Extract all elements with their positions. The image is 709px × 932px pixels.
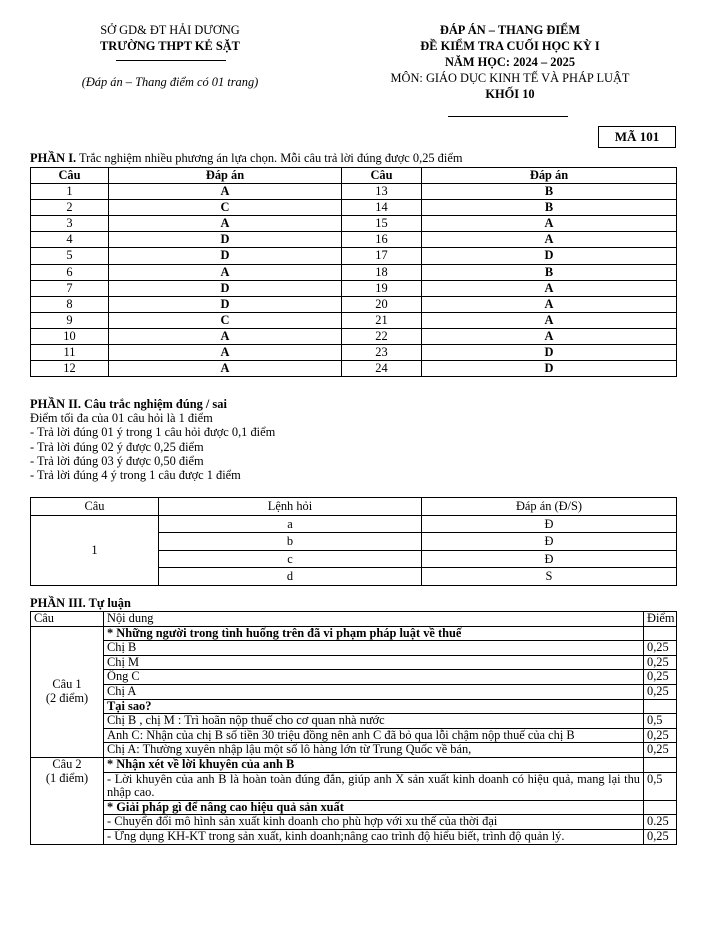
content-cell: * Những người trong tình huống trên đã vi phạm pháp luật về thuế <box>104 626 644 641</box>
part2-rule: - Trả lời đúng 4 ý trong 1 câu được 1 điểm <box>30 468 241 483</box>
answer-cell: Đ <box>422 515 677 533</box>
points-cell: 0,25 <box>644 743 677 758</box>
answer-cell: B <box>422 184 677 200</box>
table-row <box>31 670 677 685</box>
points-cell <box>644 800 677 815</box>
part2-rule: - Trả lời đúng 01 ý trong 1 câu hỏi được 0,1 điểm <box>30 425 276 440</box>
table-row <box>31 328 677 344</box>
content-cell: Chị M <box>104 655 644 670</box>
part2-rule: Điểm tối đa của 01 câu hỏi là 1 điểm <box>30 411 213 426</box>
answer-cell: A <box>109 264 342 280</box>
content-cell: Ông C <box>104 670 644 685</box>
header-right <box>330 22 690 102</box>
column-header: Nội dung <box>104 612 644 627</box>
question-number: 23 <box>342 345 422 361</box>
table-row <box>31 312 677 328</box>
content-cell: - Chuyển đổi mô hình sản xuất kinh doanh cho phù hợp với xu thế của thời đại <box>104 815 644 830</box>
points-cell: 0,5 <box>644 714 677 729</box>
table-row <box>31 714 677 729</box>
answer-cell: D <box>422 248 677 264</box>
command-cell: b <box>159 533 422 551</box>
part1-heading <box>30 151 462 166</box>
answer-cell: D <box>422 345 677 361</box>
column-header: Đáp án (Đ/S) <box>422 498 677 516</box>
question-label-cell <box>31 626 104 757</box>
table-row <box>31 264 677 280</box>
table-row <box>31 772 677 800</box>
content-cell: Chị A <box>104 684 644 699</box>
answer-cell: D <box>422 361 677 377</box>
subject-name: MÔN: GIÁO DỤC KINH TẾ VÀ PHÁP LUẬT <box>390 71 630 85</box>
part2-heading: PHẦN II. Câu trắc nghiệm đúng / sai <box>30 397 227 411</box>
part1-heading-label: PHẦN I. <box>30 151 77 165</box>
question-number: 24 <box>342 361 422 377</box>
question-number: 14 <box>342 200 422 216</box>
table-row <box>31 216 677 232</box>
part2-rule: - Trả lời đúng 03 ý được 0,50 điểm <box>30 453 204 468</box>
part3-heading: PHẦN III. Tự luận <box>30 596 131 610</box>
grade-underline <box>448 116 568 117</box>
content-cell: Chị A: Thường xuyên nhập lậu một số lô hàng lớn từ Trung Quốc về bán, <box>104 743 644 758</box>
part3-answer-table <box>30 611 677 845</box>
table-row <box>31 699 677 714</box>
answer-cell: A <box>422 280 677 296</box>
table-row <box>31 248 677 264</box>
school-year: NĂM HỌC: 2024 – 2025 <box>444 55 576 69</box>
question-number: 16 <box>342 232 422 248</box>
table-row <box>31 184 677 200</box>
table-row <box>31 684 677 699</box>
points-cell <box>644 699 677 714</box>
column-header: Đáp án <box>109 168 342 184</box>
content-cell: Chị B <box>104 641 644 656</box>
table-header-row <box>31 168 677 184</box>
table-row <box>31 757 677 772</box>
question-number: 12 <box>31 361 109 377</box>
table-row <box>31 641 677 656</box>
content-cell: * Nhận xét về lời khuyên của anh B <box>104 757 644 772</box>
column-header: Lệnh hỏi <box>159 498 422 516</box>
table-row <box>31 515 677 533</box>
question-number: 22 <box>342 328 422 344</box>
command-cell: a <box>159 515 422 533</box>
column-header: Câu <box>342 168 422 184</box>
points-cell: 0,25 <box>644 670 677 685</box>
table-row <box>31 296 677 312</box>
question-number: 18 <box>342 264 422 280</box>
school-name: TRƯỜNG THPT KẺ SẶT <box>100 39 240 53</box>
column-header: Đáp án <box>422 168 677 184</box>
answer-cell: B <box>422 264 677 280</box>
part2-answer-table <box>30 497 677 586</box>
answer-cell: D <box>109 248 342 264</box>
question-number: 20 <box>342 296 422 312</box>
question-number: 1 <box>31 184 109 200</box>
header-left <box>20 22 320 90</box>
answer-cell: A <box>422 296 677 312</box>
points-cell: 0,25 <box>644 641 677 656</box>
table-row <box>31 655 677 670</box>
question-label: Câu 2 <box>52 756 82 771</box>
question-number: 13 <box>342 184 422 200</box>
page-count-note: (Đáp án – Thang điểm có 01 trang) <box>81 75 259 89</box>
question-number: 19 <box>342 280 422 296</box>
column-header: Câu <box>31 168 109 184</box>
answer-cell: D <box>109 232 342 248</box>
answer-cell: A <box>109 328 342 344</box>
part1-answer-table <box>30 167 677 377</box>
question-number: 5 <box>31 248 109 264</box>
table-row <box>31 626 677 641</box>
points-cell: 0,25 <box>644 728 677 743</box>
column-header: Câu <box>31 612 104 627</box>
table-row <box>31 232 677 248</box>
points-cell: 0.25 <box>644 815 677 830</box>
column-header: Câu <box>31 498 159 516</box>
points-cell: 0,25 <box>644 829 677 844</box>
table-row <box>31 361 677 377</box>
answer-cell: D <box>109 296 342 312</box>
content-cell: Anh C: Nhận của chị B số tiền 30 triệu đồng nên anh C đã bỏ qua lỗi chậm nộp thuế của chị B <box>104 728 644 743</box>
table-row <box>31 728 677 743</box>
part2-section <box>30 397 275 482</box>
question-number: 3 <box>31 216 109 232</box>
question-number: 17 <box>342 248 422 264</box>
exam-name: ĐỀ KIỂM TRA CUỐI HỌC KỲ I <box>420 39 600 53</box>
points-cell <box>644 626 677 641</box>
question-number: 8 <box>31 296 109 312</box>
table-row <box>31 280 677 296</box>
answer-cell: C <box>109 200 342 216</box>
answer-cell: A <box>109 361 342 377</box>
content-cell: - Ứng dụng KH-KT trong sản xuất, kinh doanh;nâng cao trình độ hiểu biết, trình độ quản lý. <box>104 829 644 844</box>
table-row <box>31 815 677 830</box>
part1-heading-text: Trắc nghiệm nhiều phương án lựa chọn. Mỗi câu trả lời đúng được 0,25 điểm <box>76 151 463 165</box>
question-label: Câu 1 <box>52 677 82 692</box>
table-row <box>31 345 677 361</box>
content-cell: * Giải pháp gì để nâng cao hiệu quả sản xuất <box>104 800 644 815</box>
question-number: 2 <box>31 200 109 216</box>
question-points-label: (2 điểm) <box>45 690 89 705</box>
question-number: 15 <box>342 216 422 232</box>
grade-label: KHỐI 10 <box>485 87 535 101</box>
answer-cell: D <box>109 280 342 296</box>
content-cell: Chị B , chị M : Trì hoãn nộp thuế cho cơ quan nhà nước <box>104 714 644 729</box>
question-number: 7 <box>31 280 109 296</box>
answer-cell: A <box>422 328 677 344</box>
table-header-row <box>31 612 677 627</box>
exam-code-box: MÃ 101 <box>598 126 676 148</box>
column-header: Điểm <box>644 612 677 627</box>
school-underline <box>116 60 226 61</box>
question-number: 11 <box>31 345 109 361</box>
table-row <box>31 200 677 216</box>
answer-cell: A <box>109 216 342 232</box>
answer-cell: A <box>109 184 342 200</box>
department-name: SỞ GD& ĐT HẢI DƯƠNG <box>100 23 240 37</box>
question-points-label: (1 điểm) <box>45 770 89 785</box>
answer-cell: B <box>422 200 677 216</box>
answer-cell: A <box>109 345 342 361</box>
points-cell: 0,25 <box>644 684 677 699</box>
points-cell: 0,5 <box>644 772 677 800</box>
answer-cell: Đ <box>422 533 677 551</box>
command-cell: c <box>159 550 422 568</box>
question-label-cell <box>31 757 104 844</box>
answer-cell: A <box>422 312 677 328</box>
content-cell: - Lời khuyên của anh B là hoàn toàn đúng đắn, giúp anh X sản xuất kinh doanh có hiệu quả, mang lại thu nhập cao. <box>104 772 644 800</box>
question-number: 10 <box>31 328 109 344</box>
points-cell: 0,25 <box>644 655 677 670</box>
question-number: 4 <box>31 232 109 248</box>
answer-cell: C <box>109 312 342 328</box>
question-number: 6 <box>31 264 109 280</box>
question-number: 9 <box>31 312 109 328</box>
table-row <box>31 800 677 815</box>
points-cell <box>644 757 677 772</box>
part2-rule: - Trả lời đúng 02 ý được 0,25 điểm <box>30 439 204 454</box>
answer-cell: A <box>422 216 677 232</box>
question-number: 1 <box>31 515 159 585</box>
table-header-row <box>31 498 677 516</box>
table-row <box>31 829 677 844</box>
answer-cell: A <box>422 232 677 248</box>
question-number: 21 <box>342 312 422 328</box>
answer-cell: Đ <box>422 550 677 568</box>
content-cell: Tại sao? <box>104 699 644 714</box>
doc-title: ĐÁP ÁN – THANG ĐIỂM <box>439 23 581 37</box>
table-row <box>31 743 677 758</box>
command-cell: d <box>159 568 422 586</box>
answer-cell: S <box>422 568 677 586</box>
